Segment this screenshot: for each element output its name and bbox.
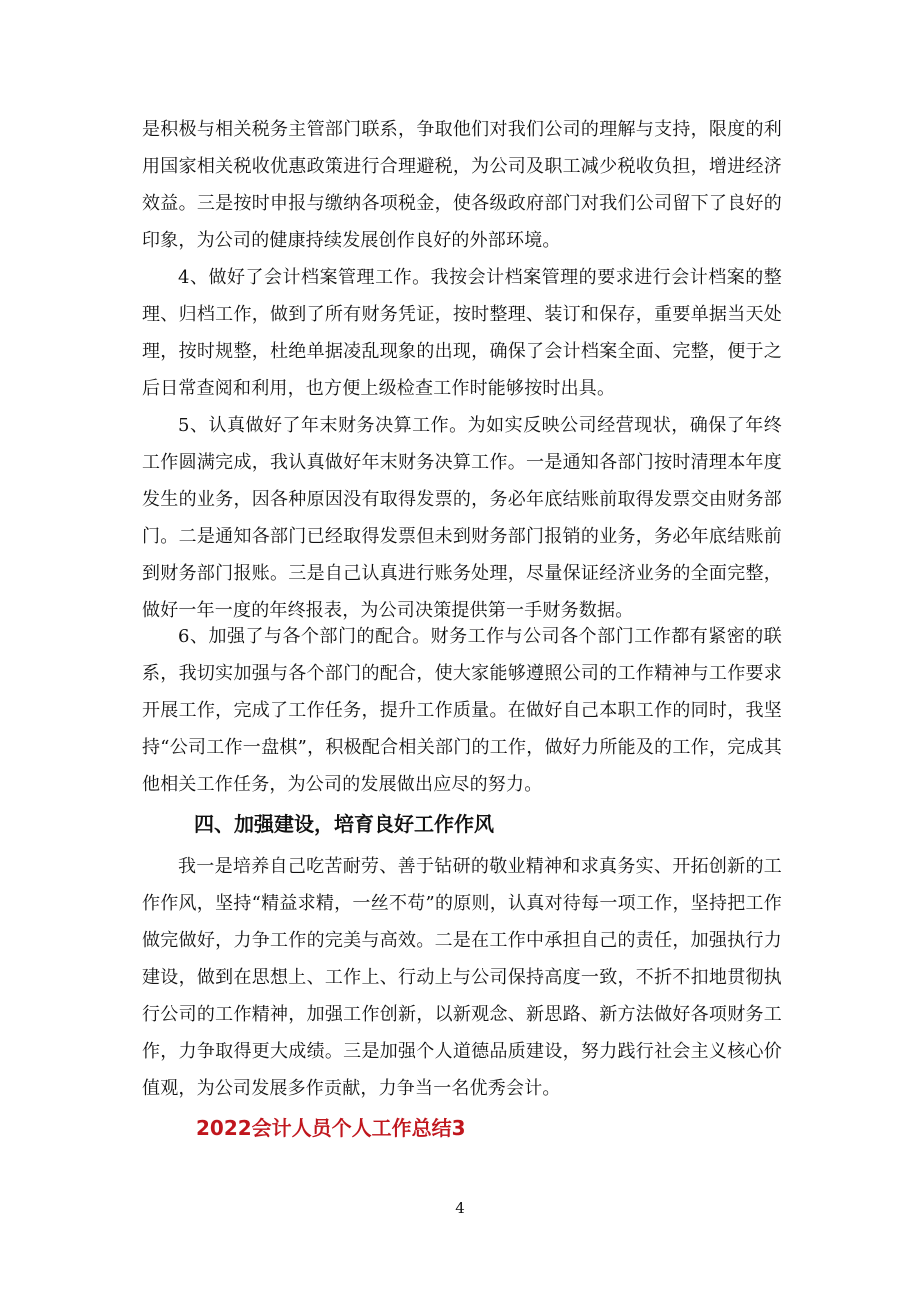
paragraph-department-cooperation: 6、加强了与各个部门的配合。财务工作与公司各个部门工作都有紧密的联系，我切实加强与各个部门的配合，使大家能够遵照公司的工作精神与工作要求开展工作，完成了工作任务，提升工作质量。在做好自己本职工作的同时，我坚持“公司工作一盘棋”，积极配合相关部门的工作，做好力所能及的工作，完成其他相关工作任务，为公司的发展做出应尽的努力。 (142, 626, 782, 795)
page-number: 4 (455, 1199, 465, 1217)
paragraph-work-style: 我一是培养自己吃苦耐劳、善于钻研的敬业精神和求真务实、开拓创新的工作作风，坚持“精益求精，一丝不苟”的原则，认真对待每一项工作，坚持把工作做完做好，力争工作的完美与高效。二是在工作中承担自己的责任，加强执行力建设，做到在思想上、工作上、行动上与公司保持高度一致，不折不扣地贯彻执行公司的工作精神，加强工作创新，以新观念、新思路、新方法做好各项财务工作，力争取得更大成绩。三是加强个人道德品质建设，努力践行社会主义核心价值观，为公司发展多作贡献，力争当一名优秀会计。 (142, 856, 782, 1099)
paragraph-tax-relations: 是积极与相关税务主管部门联系，争取他们对我们公司的理解与支持，限度的利用国家相关税收优惠政策进行合理避税，为公司及职工减少税收负担，增进经济效益。三是按时申报与缴纳各项税金，使各级政府部门对我们公司留下了良好的印象，为公司的健康持续发展创作良好的外部环境。 (142, 119, 782, 251)
paragraph-year-end-settlement: 5、认真做好了年末财务决算工作。为如实反映公司经营现状，确保了年终工作圆满完成，我认真做好年末财务决算工作。一是通知各部门按时清理本年度发生的业务，因各种原因没有取得发票的，务必年底结账前取得发票交由财务部门。二是通知各部门已经取得发票但未到财务部门报销的业务，务必年底结账前到财务部门报账。三是自己认真进行账务处理，尽量保证经济业务的全面完整，做好一年一度的年终报表，为公司决策提供第一手财务数据。 (142, 415, 782, 621)
paragraph-archive-management: 4、做好了会计档案管理工作。我按会计档案管理的要求进行会计档案的整理、归档工作，做到了所有财务凭证，按时整理、装订和保存，重要单据当天处理，按时规整，杜绝单据凌乱现象的出现，确保了会计档案全面、完整，便于之后日常查阅和利用，也方便上级检查工作时能够按时出具。 (142, 267, 782, 399)
section-heading: 四、加强建设，培育良好工作作风 (194, 812, 494, 836)
next-section-title: 2022会计人员个人工作总结3 (196, 1116, 466, 1140)
